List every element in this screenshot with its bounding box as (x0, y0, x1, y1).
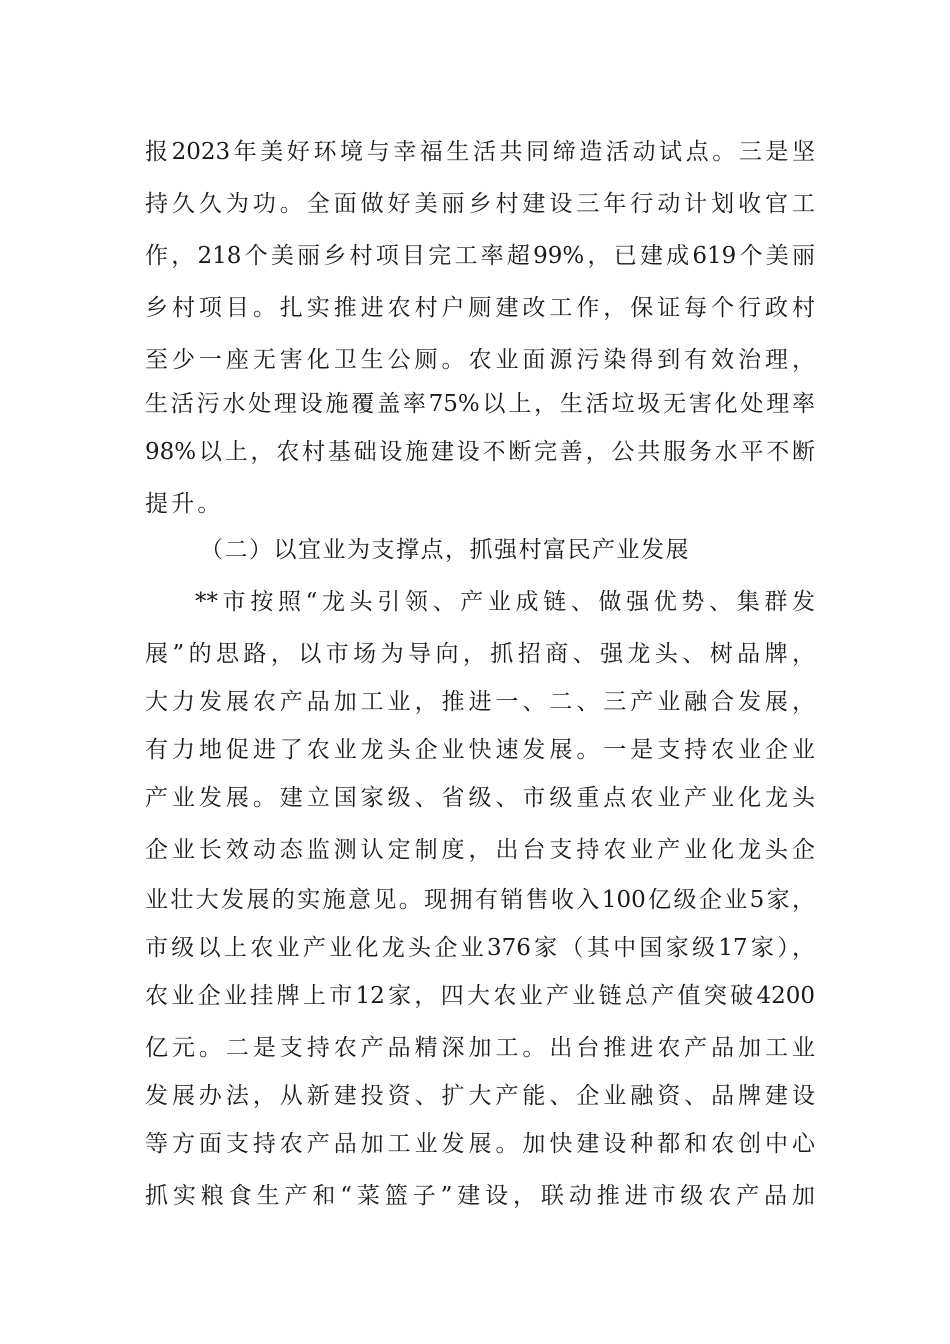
text-line: 作，218个美丽乡村项目完工率超99%，已建成619个美丽 (145, 243, 815, 269)
text-line: 有力地促进了农业龙头企业快速发展。一是支持农业企业 (145, 737, 815, 763)
text-line: 发展办法，从新建投资、扩大产能、企业融资、品牌建设 (145, 1083, 815, 1109)
text-line: 报2023年美好环境与幸福生活共同缔造活动试点。三是坚 (145, 139, 815, 165)
text-line: **市按照“龙头引领、产业成链、做强优势、集群发 (195, 589, 815, 615)
text-line: 展”的思路，以市场为导向，抓招商、强龙头、树品牌， (145, 641, 815, 667)
text-line: 产业发展。建立国家级、省级、市级重点农业产业化龙头 (145, 785, 815, 811)
text-line: 农业企业挂牌上市12家，四大农业产业链总产值突破4200 (145, 983, 815, 1009)
text-line: 乡村项目。扎实推进农村户厕建改工作，保证每个行政村 (145, 295, 815, 321)
text-line: 企业长效动态监测认定制度，出台支持农业产业化龙头企 (145, 837, 815, 863)
text-line: 等方面支持农产品加工业发展。加快建设种都和农创中心 (145, 1131, 815, 1157)
text-line: 98%以上，农村基础设施建设不断完善，公共服务水平不断 (145, 439, 815, 465)
text-line: 亿元。二是支持农产品精深加工。出台推进农产品加工业 (145, 1035, 815, 1061)
text-line: 大力发展农产品加工业，推进一、二、三产业融合发展， (145, 689, 815, 715)
text-line: 生活污水处理设施覆盖率75%以上，生活垃圾无害化处理率 (145, 391, 815, 417)
section-heading: （二）以宜业为支撑点，抓强村富民产业发展 (200, 537, 690, 563)
text-line: 持久久为功。全面做好美丽乡村建设三年行动计划收官工 (145, 191, 815, 217)
text-line: 抓实粮食生产和“菜篮子”建设，联动推进市级农产品加 (145, 1183, 815, 1209)
text-line: 提升。 (145, 491, 224, 517)
text-line: 业壮大发展的实施意见。现拥有销售收入100亿级企业5家， (145, 887, 815, 913)
text-line: 至少一座无害化卫生公厕。农业面源污染得到有效治理， (145, 347, 815, 373)
text-line: 市级以上农业产业化龙头企业376家（其中国家级17家）， (145, 935, 815, 961)
